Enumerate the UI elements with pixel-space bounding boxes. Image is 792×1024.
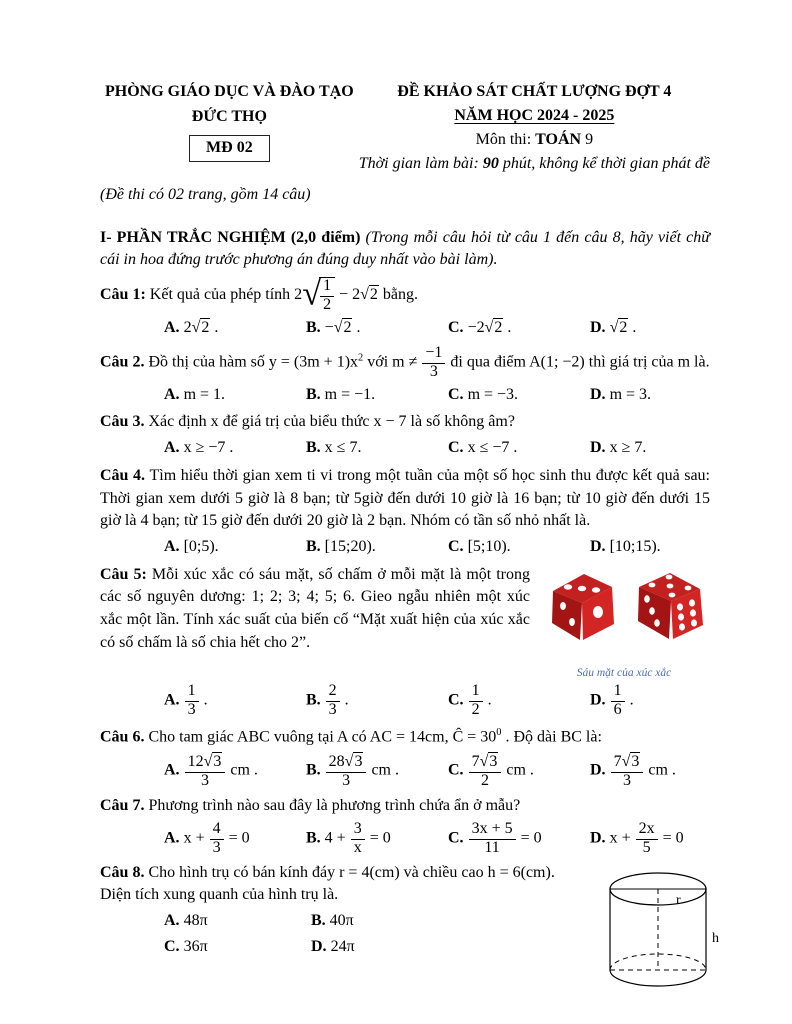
options-row [164,437,710,460]
option-C: C. $\frac{7√3}{2}$ cm . [448,753,534,790]
fraction: $\frac{7√3}{3}$ [610,752,645,790]
option-key: A. [164,761,184,779]
option-A: A. m = 1. [164,385,226,403]
option-key: A. [164,319,184,337]
sqrt-expression: √3 [479,753,498,771]
options-row [164,536,710,559]
department-name: PHÒNG GIÁO DỤC VÀ ĐÀO TẠO [104,83,354,100]
option-key: C. [448,439,468,457]
subject-line [359,128,710,152]
question-label: Câu 4. [100,466,150,484]
question-body: Câu 4. Tìm hiểu thời gian xem ti vi trong một tuần của một số học sinh thu được kết quả sau: Thời gian xem dưới 5 giờ là 8 bạn; từ 5giờ đến dưới 10 giờ là 16 bạn; từ 10 giờ đến dưới 15 giờ là 4 bạn; từ 15 giờ đến dưới 20 giờ là 2 bạn. Nhóm có tần số nhỏ nhất là. [100,466,710,530]
dice-figure [538,564,710,682]
option-D: D. √2 . [590,319,637,337]
option-A: A. x ≥ −7 . [164,439,234,457]
sqrt-expression: √2 [333,319,352,337]
option-key: A. [164,829,184,847]
fraction: $\frac{4}{3}$ [209,821,225,857]
option-key: C. [448,385,468,403]
question-label: Câu 8. [100,863,149,881]
option-A: A. $\frac{12√3}{3}$ cm . [164,753,258,790]
dice-caption: Sáu mặt của xúc xắc [576,667,672,680]
question-label: Câu 3. [100,413,149,431]
cylinder-image [598,864,724,1002]
option-key: B. [306,538,325,555]
option-D: D. $\frac{7√3}{3}$ cm . [590,753,676,790]
header-left-block [100,80,359,176]
exam-header [100,80,710,176]
fraction: $\frac{12√3}{3}$ [184,752,227,790]
option-C: C. $\frac{3x + 5}{11}$ = 0 [448,819,542,856]
option-B: B. 4 + $\frac{3}{x}$ = 0 [306,819,391,856]
option-B: B. 40π [311,912,354,930]
option-key: D. [590,761,610,779]
fraction: $\frac{3x + 5}{11}$ [468,821,517,857]
fraction: $\frac{2}{3}$ [325,683,341,719]
option-key: D. [590,319,610,337]
option-A: A. 2√2 . [164,319,219,337]
option-key: D. [590,439,610,457]
questions-container [100,274,719,1009]
time-suffix: phút, không kể thời gian phát đề [498,155,710,172]
option-C: C. x ≤ −7 . [448,439,518,457]
option-key: C. [448,691,468,709]
option-key: C. [448,538,468,555]
fraction: $\frac{7√3}{2}$ [468,752,503,790]
option-B: B. −√2 . [306,319,361,337]
section-1-heading [100,227,710,272]
cylinder-radius-label: r [676,892,681,908]
option-B: B. x ≤ 7. [306,439,362,457]
question-6 [100,726,710,790]
question-label: Câu 6. [100,728,149,746]
cylinder-figure [598,864,724,1010]
subject-name: TOÁN [535,131,582,148]
sqrt-expression: √2 [484,319,503,337]
option-A: A. x + $\frac{4}{3}$ = 0 [164,819,250,856]
question-label: Câu 1: [100,286,150,304]
question-body: Câu 2. Đồ thị của hàm số $y = (3m + 1)x^2$ với m ≠ $\frac{-1}{3}$ đi qua điểm A(1; −2) thì giá trị của m là. [100,343,710,380]
exam-code-box: MĐ 02 [189,135,270,163]
option-key: C. [448,319,468,337]
option-key: B. [306,761,325,779]
option-B: B. m = −1. [306,385,376,403]
option-B: B. $\frac{28√3}{3}$ cm . [306,753,399,790]
sqrt-expression: √3 [203,753,222,771]
options-row [164,384,710,407]
option-key: A. [164,691,184,709]
option-A: A. 48π [164,912,208,930]
option-B: B. [15;20). [306,538,376,555]
district-name: ĐỨC THỌ [191,107,267,125]
subject-grade: 9 [581,131,594,148]
option-key: B. [306,691,325,709]
sqrt-fraction: √ $\frac{1}{2}$ [302,277,335,314]
question-4 [100,465,710,559]
option-key: B. [311,912,330,930]
option-C: C. 36π [164,937,208,955]
options-row [164,683,710,719]
time-prefix: Thời gian làm bài: [358,155,483,172]
options-row [164,936,588,959]
option-D: D. x + $\frac{2x}{5}$ = 0 [590,819,684,856]
option-B: B. $\frac{2}{3}$ . [306,682,349,719]
option-key: C. [448,761,468,779]
option-key: D. [590,538,610,555]
option-key: C. [448,829,468,847]
options-row [164,752,710,790]
fraction: $\frac{3}{x}$ [350,821,366,857]
fraction: $\frac{1}{3}$ [184,683,200,719]
question-body: Câu 5: Mỗi xúc xắc có sáu mặt, số chấm ở mỗi mặt là một trong các số nguyên dương: 1; 2; 3; 4; 5; 6. Gieo ngẫu nhiên một xúc xắc một lần. Tính xác suất của biến cố “Mặt xuất hiện của xúc xắc có số chấm là số chia hết cho 2”. [100,565,531,651]
option-key: B. [306,439,325,457]
question-8 [100,862,719,1010]
question-body: Câu 7. Phương trình nào sau đây là phương trình chứa ẩn ở mẫu? [100,797,521,815]
fraction: $\frac{2x}{5}$ [635,821,659,857]
option-key: A. [164,912,184,930]
option-C: C. m = −3. [448,385,519,403]
option-D: D. m = 3. [590,385,652,403]
options-row [164,910,588,933]
option-key: C. [164,937,184,955]
sqrt-expression: √3 [621,753,640,771]
school-year: NĂM HỌC 2024 - 2025 [454,107,615,124]
question-3 [100,411,710,459]
cylinder-height-label: h [712,930,719,946]
question-label: Câu 2. [100,353,149,371]
options-row [164,317,710,340]
question-body: Câu 6. Cho tam giác ABC vuông tại A có AC = 14cm, Ĉ = $30^0$ . Độ dài BC là: [100,727,602,746]
section-1-instruction: (Trong mỗi câu hỏi từ câu 1 đến câu 8, hãy viết chữ cái in hoa đứng trước phương án đúng duy nhất vào bài làm). [100,228,710,269]
question-label: Câu 5: [100,565,152,583]
question-body: Câu 1: Kết quả của phép tính 2√ $\frac{1}{2}$ − 2√2 bằng. [100,274,418,314]
option-D: D. [10;15). [590,538,661,555]
options-row [164,821,710,857]
option-C: C. $\frac{1}{2}$ . [448,682,492,719]
question-2 [100,345,710,407]
sqrt-expression: √2 [609,319,628,337]
option-C: C. −2√2 . [448,319,512,337]
question-1 [100,274,710,340]
sqrt-expression: √3 [344,753,363,771]
option-key: D. [590,385,610,403]
option-key: A. [164,439,184,457]
subject-prefix: Môn thi: [475,131,536,148]
time-line [359,152,710,176]
time-minutes: 90 [482,155,499,172]
option-key: B. [306,385,325,403]
option-key: A. [164,538,184,555]
sqrt-expression: √2 [191,319,210,337]
question-body: Câu 8. Cho hình trụ có bán kính đáy r = 4(cm) và chiều cao h = 6(cm). Diện tích xung quanh của hình trụ là. [100,863,555,904]
question-label: Câu 7. [100,797,149,815]
section-1-title: I- PHẦN TRẮC NGHIỆM (2,0 điểm) [100,228,361,246]
question-body: Câu 3. Xác định x để giá trị của biểu thức x − 7 là số không âm? [100,413,515,431]
option-D: D. x ≥ 7. [590,439,647,457]
option-key: D. [590,691,610,709]
option-D: D. 24π [311,937,355,955]
dice-image [539,564,709,659]
option-key: D. [590,829,610,847]
option-D: D. $\frac{1}{6}$ . [590,682,634,719]
fraction: $\frac{28√3}{3}$ [325,752,368,790]
option-key: B. [306,319,325,337]
question-7 [100,795,710,857]
option-A: A. [0;5). [164,538,219,555]
page-count-note: (Đề thi có 02 trang, gồm 14 câu) [100,186,311,203]
fraction: $\frac{1}{2}$ [468,683,484,719]
sqrt-expression: √2 [360,286,378,304]
option-key: B. [306,829,325,847]
fraction: $\frac{-1}{3}$ [421,345,446,381]
option-key: A. [164,385,184,403]
fraction: $\frac{1}{6}$ [610,683,626,719]
option-C: C. [5;10). [448,538,511,555]
option-key: D. [311,937,331,955]
option-A: A. $\frac{1}{3}$ . [164,682,208,719]
exam-title: ĐỀ KHẢO SÁT CHẤT LƯỢNG ĐỢT 4 [397,83,672,100]
header-right-block [359,80,710,176]
question-5 [100,564,710,721]
